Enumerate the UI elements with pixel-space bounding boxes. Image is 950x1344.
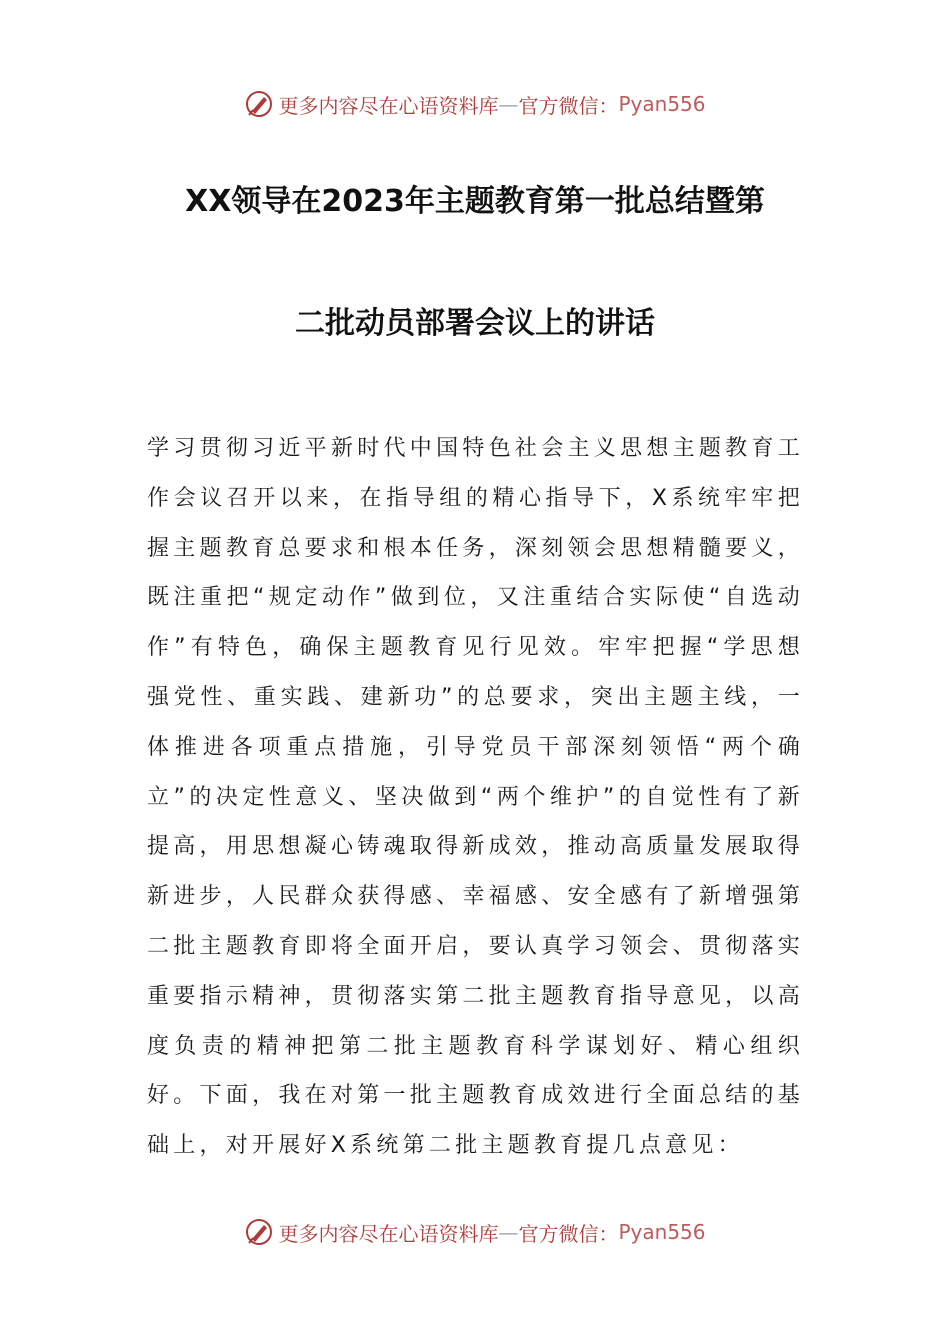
pen-logo-icon	[244, 1217, 274, 1247]
watermark-site: 更多内容尽在心语资料库	[278, 1221, 499, 1246]
pen-logo-icon	[244, 89, 274, 119]
document-title-line-1: XX领导在2023年主题教育第一批总结暨第	[185, 184, 765, 219]
watermark-separator: —	[498, 1220, 519, 1244]
watermark-label: 官方微信：	[518, 93, 619, 118]
watermark-wechat-id: Pyan556	[618, 92, 706, 116]
document-title-line-2: 二批动员部署会议上的讲话	[295, 306, 655, 341]
document-body	[147, 424, 804, 1171]
watermark-label: 官方微信：	[518, 1221, 619, 1246]
watermark-wechat-id: Pyan556	[618, 1220, 706, 1244]
footer-watermark	[0, 1212, 950, 1252]
watermark-separator: —	[498, 92, 519, 116]
header-watermark	[0, 84, 950, 124]
watermark-site: 更多内容尽在心语资料库	[278, 93, 499, 118]
body-paragraph: 学习贯彻习近平新时代中国特色社会主义思想主题教育工作会议召开以来，在指导组的精心指导下，X系统牢牢把握主题教育总要求和根本任务，深刻领会思想精髓要义，既注重把“规定动作”做到位，又注重结合实际使“自选动作”有特色，确保主题教育见行见效。牢牢把握“学思想强党性、重实践、建新功”的总要求，突出主题主线，一体推进各项重点措施，引导党员干部深刻领悟“两个确立”的决定性意义、坚决做到“两个维护”的自觉性有了新提高，用思想凝心铸魂取得新成效，推动高质量发展取得新进步，人民群众获得感、幸福感、安全感有了新增强第二批主题教育即将全面开启，要认真学习领会、贯彻落实重要指示精神，贯彻落实第二批主题教育指导意见，以高度负责的精神把第二批主题教育科学谋划好、精心组织好。下面，我在对第一批主题教育成效进行全面总结的基础上，对开展好X系统第二批主题教育提几点意见：	[147, 436, 804, 1159]
